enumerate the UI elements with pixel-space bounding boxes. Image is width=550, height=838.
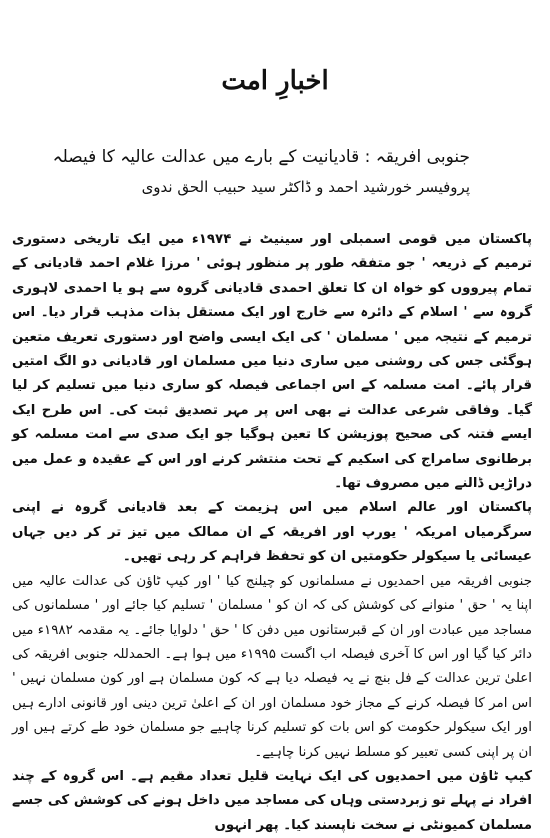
paragraph-1: پاکستان میں قومی اسمبلی اور سینیٹ نے ۱۹۷۴ء میں ایک تاریخی دستوری ترمیم کے ذریعہ ' جو متفقہ طور پر منظور ہوئی ' مرزا غلام احمد قادیانی کے تمام پیرووں کو خواہ ان کا تعلق احمدی قادیانی گروہ سے ہو یا احمدی لاہوری گروہ سے ' اسلام کے دائرہ سے خارج اور ایک مستقل بذات مذہب قرار دیا۔ اس ترمیم کے نتیجہ میں ' مسلمان ' کی ایک ایسی واضح اور دستوری تعریف متعین ہوگئی جس کی روشنی میں ساری دنیا میں مسلمان اور قادیانی دو الگ امتیں قرار پائے۔ امت مسلمہ کے اس اجماعی فیصلہ کو ساری دنیا میں تسلیم کر لیا گیا۔ وفاقی شرعی عدالت نے بھی اس پر مہر تصدیق ثبت کی۔ اس طرح ایک ایسے فتنہ کی صحیح پوزیشن کا تعین ہوگیا جو ایک صدی سے امت مسلمہ کو برطانوی سامراج کی اسکیم کے تحت منتشر کرنے اور اس کے عقیدہ و عمل میں دراڑیں ڈالنے میں مصروف تھا۔ xyxy=(12,232,532,492)
paragraph-3: جنوبی افریقہ میں احمدیوں نے مسلمانوں کو چیلنج کیا ' اور کیپ ٹاؤن کی عدالت عالیہ میں اپنا یہ ' حق ' منوانے کی کوشش کی کہ ان کو ' مسلمان ' تسلیم کیا جائے اور ' مسلمانوں کی مساجد میں عبادت اور ان کے قبرستانوں میں دفن کا ' حق ' دلوایا جائے۔ یہ مقدمہ ۱۹۸۲ء میں دائر کیا گیا اور اس کا آخری فیصلہ اب اگست ۱۹۹۵ء میں ہوا ہے۔ الحمدللہ جنوبی افریقہ کی اعلیٰ ترین عدالت کے فل بنچ نے یہ فیصلہ دیا ہے کہ کون مسلمان ہے اور کون مسلمان نہیں ' اس امر کا فیصلہ کرنے کے مجاز خود مسلمان اور ان کے اعلیٰ ترین دینی اور قانونی ادارے ہیں اور ایک سیکولر حکومت کو اس بات کو تسلیم کرنا چاہیے جو مسلمان خود طے کرتے ہیں اور ان پر اپنی کسی تعبیر کو مسلط نہیں کرنا چاہیے۔ xyxy=(12,573,532,760)
page-title: اخبارِ امت xyxy=(221,66,329,96)
article-headline: جنوبی افریقہ : قادیانیت کے بارے میں عدالت عالیہ کا فیصلہ xyxy=(52,147,470,167)
paragraph-2: پاکستان اور عالم اسلام میں اس ہزیمت کے بعد قادیانی گروہ نے اپنی سرگرمیاں امریکہ ' یورپ اور افریقہ کے ان ممالک میں تیز تر کر دیں جہاں عیسائی یا سیکولر حکومتیں ان کو تحفظ فراہم کر رہی تھیں۔ xyxy=(12,500,532,565)
article-authors: پروفیسر خورشید احمد و ڈاکٹر سید حبیب الحق ندوی xyxy=(141,178,470,196)
article-body xyxy=(12,228,532,838)
paragraph-4: کیپ ٹاؤن میں احمدیوں کی ایک نہایت قلیل تعداد مقیم ہے۔ اس گروہ کے چند افراد نے پہلے تو زبردستی وہاں کی مساجد میں داخل ہونے کی کوشش کی جسے مسلمان کمیونٹی نے سخت ناپسند کیا۔ پھر انہوں xyxy=(12,768,532,833)
